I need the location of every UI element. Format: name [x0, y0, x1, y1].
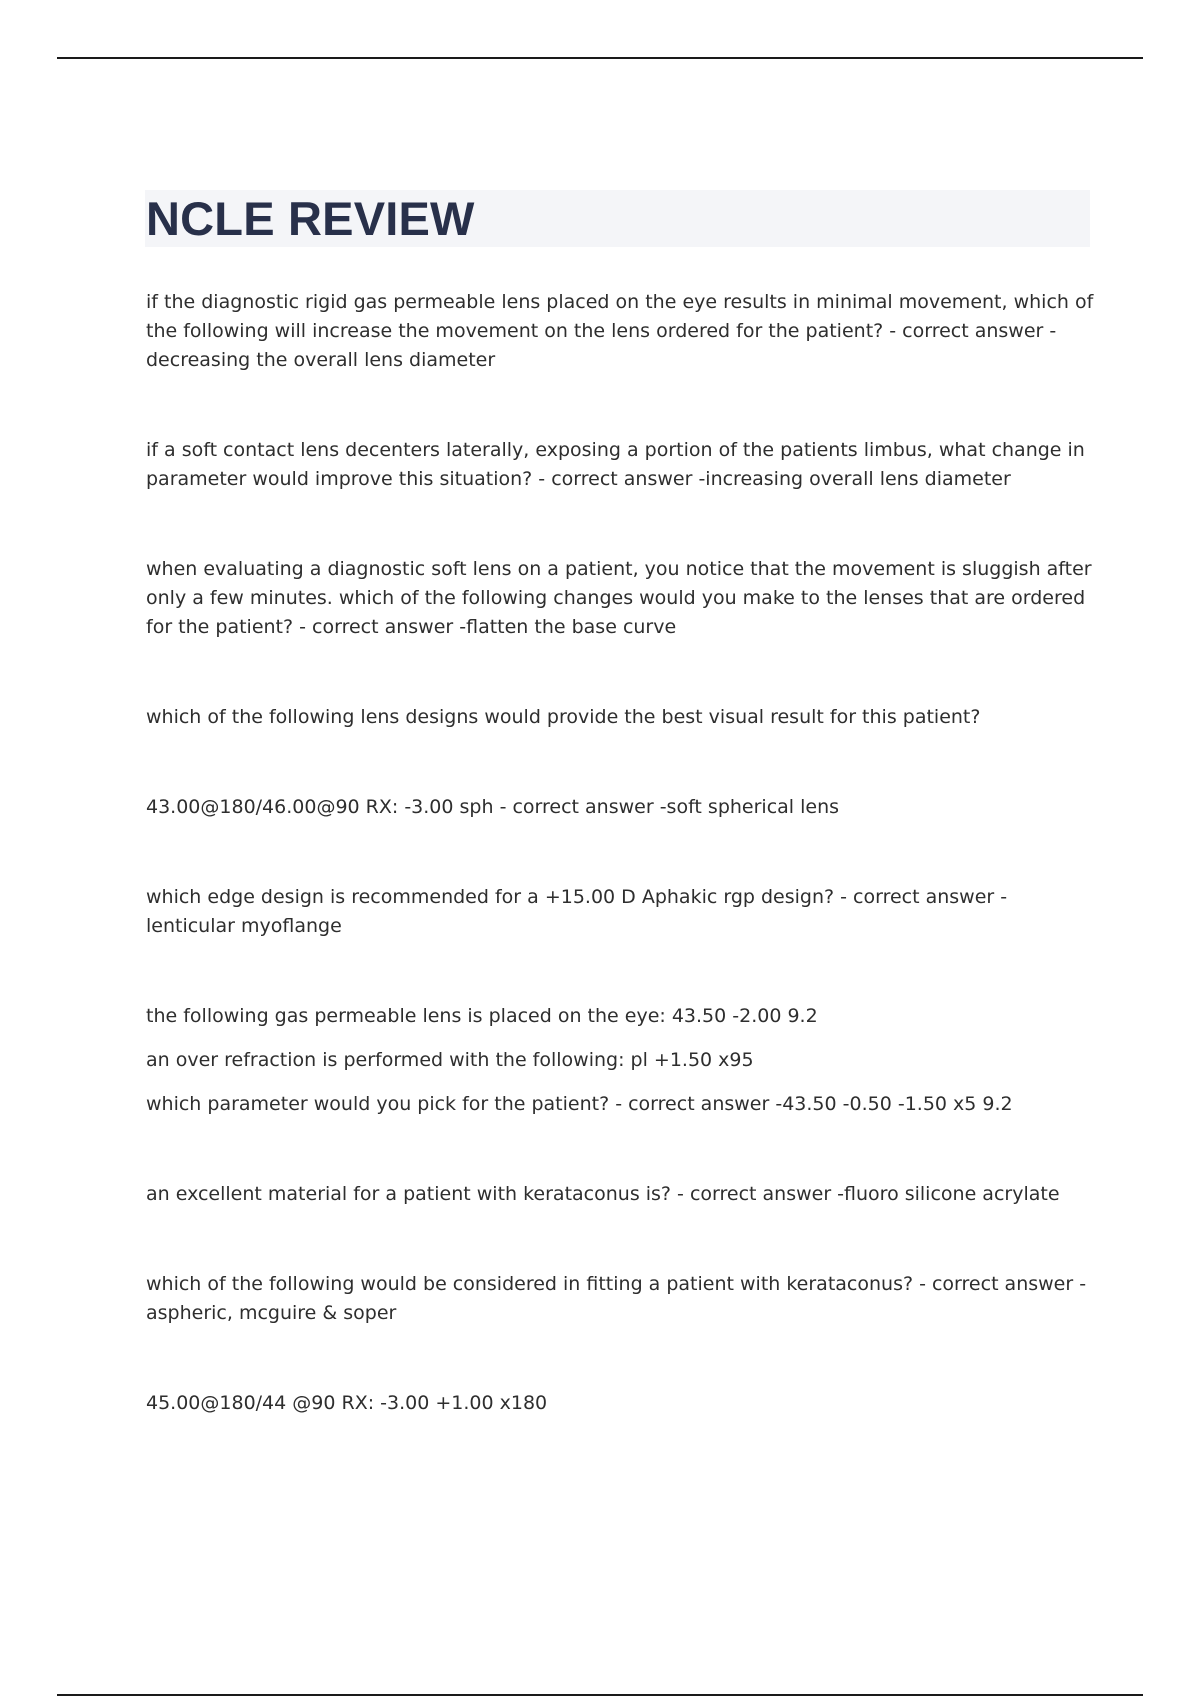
paragraph: 43.00@180/46.00@90 RX: -3.00 sph - correct answer -soft spherical lens — [146, 796, 840, 818]
document-title: NCLE REVIEW — [146, 192, 475, 245]
paragraph: an over refraction is performed with the following: pl +1.50 x95 — [146, 1049, 754, 1071]
paragraph: an excellent material for a patient with kerataconus is? - correct answer -fluoro silicone acrylate — [146, 1183, 1060, 1205]
paragraph: which of the following lens designs would provide the best visual result for this patient? — [146, 706, 981, 728]
header-rule — [57, 57, 1143, 59]
paragraph: if the diagnostic rigid gas permeable lens placed on the eye results in minimal movement, which of the following will increase the movement on the lens ordered for the patient? - correct answer -decreasing the overall lens diameter — [146, 291, 1094, 371]
paragraph: when evaluating a diagnostic soft lens on a patient, you notice that the movement is sluggish after only a few minutes. which of the following changes would you make to the lenses that are ordered for the patient? - correct answer -flatten the base curve — [146, 558, 1092, 638]
paragraph: the following gas permeable lens is placed on the eye: 43.50 -2.00 9.2 — [146, 1005, 818, 1027]
footer-rule — [57, 1694, 1143, 1696]
paragraph: which edge design is recommended for a +15.00 D Aphakic rgp design? - correct answer -lenticular myoflange — [146, 886, 1008, 937]
paragraph: which parameter would you pick for the patient? - correct answer -43.50 -0.50 -1.50 x5 9.2 — [146, 1093, 1013, 1115]
paragraph: 45.00@180/44 @90 RX: -3.00 +1.00 x180 — [146, 1392, 548, 1414]
paragraph: if a soft contact lens decenters laterally, exposing a portion of the patients limbus, what change in parameter would improve this situation? - correct answer -increasing overall lens diameter — [146, 439, 1085, 490]
paragraph: which of the following would be considered in fitting a patient with kerataconus? - correct answer -aspheric, mcguire & soper — [146, 1273, 1087, 1324]
document-body — [146, 288, 1096, 1418]
